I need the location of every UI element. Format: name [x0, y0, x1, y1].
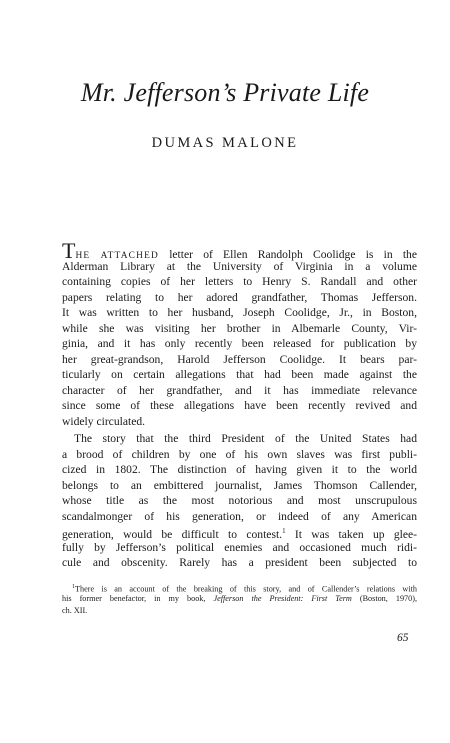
text-line: containing copies of her letters to Henry S. Randall and other — [62, 275, 417, 288]
book-title: Jefferson the President: First Term — [213, 594, 352, 604]
text-line-rest: It was taken up glee- — [285, 527, 417, 541]
page-number: 65 — [397, 632, 409, 644]
text-line-rest: letter of Ellen Randolph Coolidge is in the — [159, 248, 417, 261]
text-line: since some of these allegations have been recently revived and — [62, 399, 417, 412]
drop-cap: T — [62, 238, 76, 263]
text-line: scandalmonger of his generation, or indeed of any American — [62, 509, 417, 523]
paragraph — [62, 238, 417, 429]
text-line: The story that the third President of the United States had — [74, 432, 417, 445]
footnote-line: ch. XII. — [62, 605, 88, 615]
text-line: character of her grandfather, and it has immediate relevance — [62, 383, 417, 397]
text-line-start: generation, would be difficult to contest. — [62, 527, 283, 541]
footnote — [62, 582, 417, 616]
footnote-text: (Boston, 1970), — [351, 594, 417, 604]
text-line: papers relating to her adored grandfather, Thomas Jefferson. — [62, 290, 417, 304]
text-line: cule and obscenity. Rarely has a president been subjected to — [62, 556, 417, 569]
paragraph — [62, 431, 417, 571]
footnote-text: There is an account of the breaking of this story, and of Callender’s relations with — [75, 584, 417, 594]
text-line: ticularly on certain allegations that had been made against the — [62, 368, 417, 381]
text-line: while she was visiting her brother in Albemarle County, Vir- — [62, 321, 417, 335]
text-line: cized in 1802. The distinction of having given it to the world — [62, 463, 417, 476]
text-line: fully by Jefferson’s political enemies and occasioned much ridi- — [62, 540, 417, 554]
article-author: DUMAS MALONE — [151, 135, 299, 151]
text-line: ginia, and it has only recently been released for publication by — [62, 337, 417, 350]
article-title: Mr. Jefferson’s Private Life — [80, 78, 370, 107]
text-line — [62, 238, 417, 263]
text-line: her great-grandson, Harold Jefferson Coolidge. It bears par- — [62, 352, 417, 366]
footnote-marker: 1 — [72, 584, 75, 590]
text-line: Alderman Library at the University of Virginia in a volume — [62, 259, 417, 273]
footnote-line — [62, 582, 417, 593]
opening-small-caps: HE ATTACHED — [75, 251, 159, 261]
text-line: a brood of children by one of his own slaves was first publi- — [62, 447, 417, 461]
text-line: It was written to her husband, Joseph Coolidge, Jr., in Boston, — [62, 306, 417, 319]
text-line: belongs to an embittered journalist, James Thomson Callender, — [62, 478, 417, 492]
text-line: whose title as the most notorious and most unscrupulous — [62, 494, 417, 507]
article-body — [62, 238, 417, 571]
text-line — [62, 524, 417, 540]
footnote-text: his former benefactor, in my book, — [62, 594, 214, 604]
footnote-reference[interactable]: 1 — [282, 527, 286, 535]
text-line: widely circulated. — [62, 414, 146, 428]
footnote-line — [62, 593, 417, 604]
